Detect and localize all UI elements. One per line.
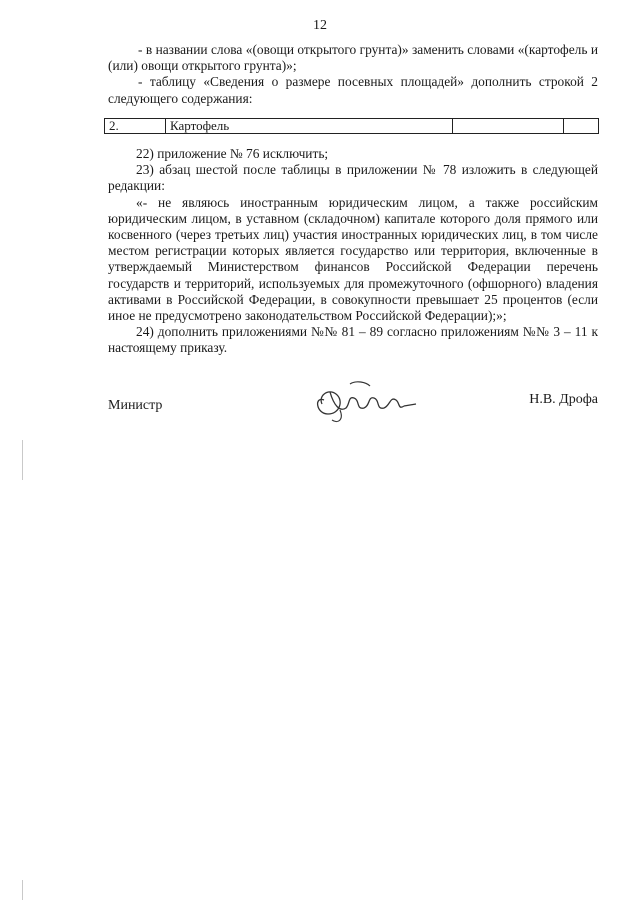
scan-edge-mark	[22, 880, 23, 900]
signature-name: Н.В. Дрофа	[529, 392, 598, 407]
paragraph: - таблицу «Сведения о размере посевных площадей» дополнить строкой 2 следующего содержания:	[108, 74, 598, 106]
signature-block	[108, 392, 598, 420]
paragraph-quote: «- не являюсь иностранным юридическим лицом, а также российским юридическим лицом, в уставном (складочном) капитале которого доля прямого или косвенного (через третьих лиц) участия иностранных юридических лиц, в том числе местом регистрации которых является государство или территория, включенные в утверждаемый Министерством финансов Российской Федерации перечень государств и территорий, используемых для промежуточного (офшорного) владения активами в Российской Федерации, в совокупности превышает 25 процентов (если иное не предусмотрено законодательством Российской Федерации);»;	[108, 194, 598, 324]
text-block-main	[108, 146, 598, 357]
paragraph: 23) абзац шестой после таблицы в приложении № 78 изложить в следующей редакции:	[108, 162, 598, 194]
scan-edge-mark	[22, 440, 23, 480]
paragraph: - в названии слова «(овощи открытого грунта)» заменить словами «(картофель и (или) овощи открытого грунта)»;	[108, 42, 598, 74]
paragraph: 24) дополнить приложениями №№ 81 – 89 согласно приложениям №№ 3 – 11 к настоящему приказу.	[108, 324, 598, 356]
page-number: 12	[313, 18, 327, 33]
paragraph: 22) приложение № 76 исключить;	[136, 146, 329, 161]
table-cell-empty	[453, 119, 564, 133]
table-cell-crop: Картофель	[166, 119, 453, 133]
table-cell-number: 2.	[105, 119, 166, 133]
table-cell-empty	[564, 119, 598, 133]
signature-title: Министр	[108, 398, 163, 413]
text-block-top	[108, 42, 598, 107]
table-row	[104, 118, 599, 134]
